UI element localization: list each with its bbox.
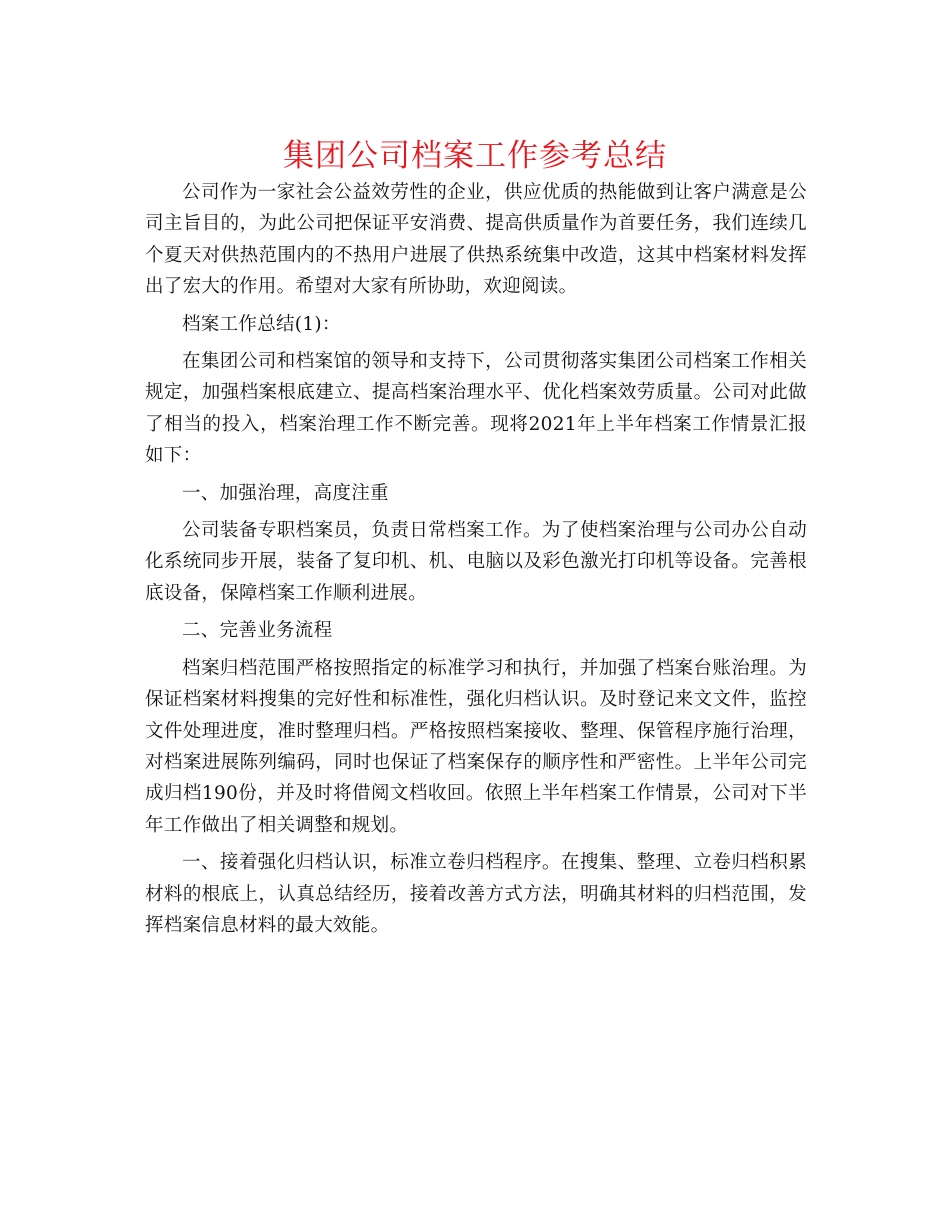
section-heading-workflow: 二、完善业务流程: [182, 620, 333, 642]
paragraph-equipment: 公司装备专职档案员，负责日常档案工作。为了使档案治理与公司办公自动化系统同步开展，装备了复印机、机、电脑以及彩色激光打印机等设备。完善根底设备，保障档案工作顺利进展。: [145, 520, 807, 604]
document-body: [145, 177, 807, 947]
paragraph-plan-item-1: 一、接着强化归档认识，标准立卷归档程序。在搜集、整理、立卷归档积累材料的根底上，认真总结经历，接着改善方式方法，明确其材料的归档范围，发挥档案信息材料的最大效能。: [145, 852, 807, 936]
paragraph-intro: 公司作为一家社会公益效劳性的企业，供应优质的热能做到让客户满意是公司主旨目的，为此公司把保证平安消费、提高供质量作为首要任务，我们连续几个夏天对供热范围内的不热用户进展了供热系统集中改造，这其中档案材料发挥出了宏大的作用。希望对大家有所协助，欢迎阅读。: [145, 182, 807, 298]
paragraph-summary-heading: 档案工作总结(1)：: [182, 313, 341, 335]
paragraph-overview: 在集团公司和档案馆的领导和支持下，公司贯彻落实集团公司档案工作相关规定，加强档案根底建立、提高档案治理水平、优化档案效劳质量。公司对此做了相当的投入，档案治理工作不断完善。现将2021年上半年档案工作情景汇报如下：: [145, 351, 807, 467]
paragraph-workflow: 档案归档范围严格按照指定的标准学习和执行，并加强了档案台账治理。为保证档案材料搜集的完好性和标准性，强化归档认识。及时登记来文文件，监控文件处理进度，准时整理归档。严格按照档案接收、整理、保管程序施行治理，对档案进展陈列编码，同时也保证了档案保存的顺序性和严密性。上半年公司完成归档190份，并及时将借阅文档收回。依照上半年档案工作情景，公司对下半年工作做出了相关调整和规划。: [145, 657, 807, 836]
section-heading-management: 一、加强治理，高度注重: [182, 482, 389, 504]
document-title: 集团公司档案工作参考总结: [283, 138, 667, 174]
